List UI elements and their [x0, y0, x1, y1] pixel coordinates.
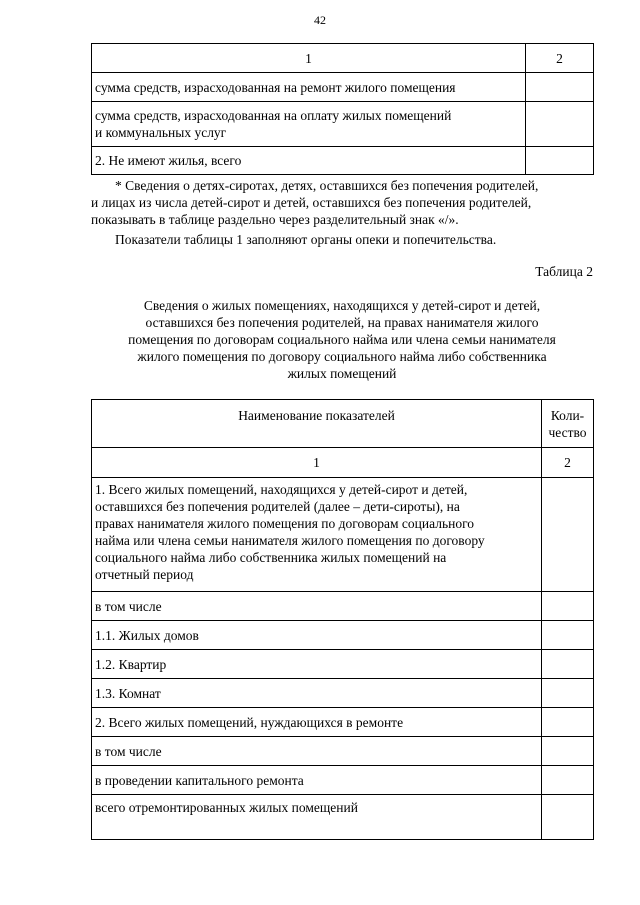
column-header-quantity: Коли- чество — [542, 400, 594, 448]
row-label: 2. Не имеют жилья, всего — [92, 147, 526, 175]
row-label: в том числе — [92, 737, 542, 766]
row-label: 1.2. Квартир — [92, 650, 542, 679]
column-header-name: Наименование показателей — [92, 400, 542, 448]
table-row — [92, 708, 594, 737]
table-row — [92, 737, 594, 766]
value-cell[interactable] — [542, 679, 594, 708]
table-row — [92, 44, 594, 73]
page-number: 42 — [314, 13, 326, 27]
value-cell[interactable] — [542, 650, 594, 679]
value-cell[interactable] — [542, 621, 594, 650]
footnote: * Сведения о детях-сиротах, детях, оставшихся без попечения родителей, — [115, 178, 539, 193]
table-row — [92, 650, 594, 679]
table-row — [92, 448, 594, 478]
table-row — [92, 621, 594, 650]
row-label: сумма средств, израсходованная на оплату жилых помещений и коммунальных услуг — [92, 102, 526, 147]
value-cell[interactable] — [542, 766, 594, 795]
value-cell[interactable] — [542, 795, 594, 840]
value-cell[interactable] — [542, 592, 594, 621]
table-2 — [91, 399, 594, 840]
table-row — [92, 795, 594, 840]
row-label: в том числе — [92, 592, 542, 621]
row-label: 2. Всего жилых помещений, нуждающихся в ремонте — [92, 708, 542, 737]
value-cell[interactable] — [542, 737, 594, 766]
table-row — [92, 147, 594, 175]
table-row — [92, 102, 594, 147]
value-cell[interactable] — [542, 708, 594, 737]
value-cell[interactable] — [526, 73, 594, 102]
table-row — [92, 592, 594, 621]
table-row — [92, 679, 594, 708]
row-label: 1. Всего жилых помещений, находящихся у детей-сирот и детей, оставшихся без попечения родителей (далее – дети-сироты), на правах нанимателя жилого помещения по договорам социального найма или члена семьи нанимателя жилого помещения по договору социального найма либо собственника жилых помещений на отчетный период — [92, 478, 542, 592]
footnote-continued: и лицах из числа детей-сирот и детей, оставшихся без попечения родителей, показывать в таблице раздельно через разделительный знак «/». — [91, 195, 532, 227]
row-label: всего отремонтированных жилых помещений — [92, 795, 542, 840]
row-label: 1.1. Жилых домов — [92, 621, 542, 650]
column-number-2: 2 — [542, 448, 594, 478]
table-row — [92, 766, 594, 795]
row-label: сумма средств, израсходованная на ремонт жилого помещения — [92, 73, 526, 102]
column-number-2: 2 — [526, 44, 594, 73]
table-1-continuation — [91, 43, 594, 175]
row-label: в проведении капитального ремонта — [92, 766, 542, 795]
column-number-1: 1 — [92, 448, 542, 478]
value-cell[interactable] — [526, 102, 594, 147]
table-1-note: Показатели таблицы 1 заполняют органы опеки и попечительства. — [115, 232, 497, 247]
column-number-1: 1 — [92, 44, 526, 73]
table-row — [92, 478, 594, 592]
value-cell[interactable] — [526, 147, 594, 175]
table-header-row — [92, 400, 594, 448]
row-label: 1.3. Комнат — [92, 679, 542, 708]
table-row — [92, 73, 594, 102]
table-2-label: Таблица 2 — [535, 264, 593, 279]
value-cell[interactable] — [542, 478, 594, 592]
table-2-title: Сведения о жилых помещениях, находящихся у детей-сирот и детей, оставшихся без попечения родителей, на правах нанимателя жилого помещения по договорам социального найма или члена семьи нанимателя жилого помещения по договору социального найма либо собственника жилых помещений — [128, 298, 556, 381]
